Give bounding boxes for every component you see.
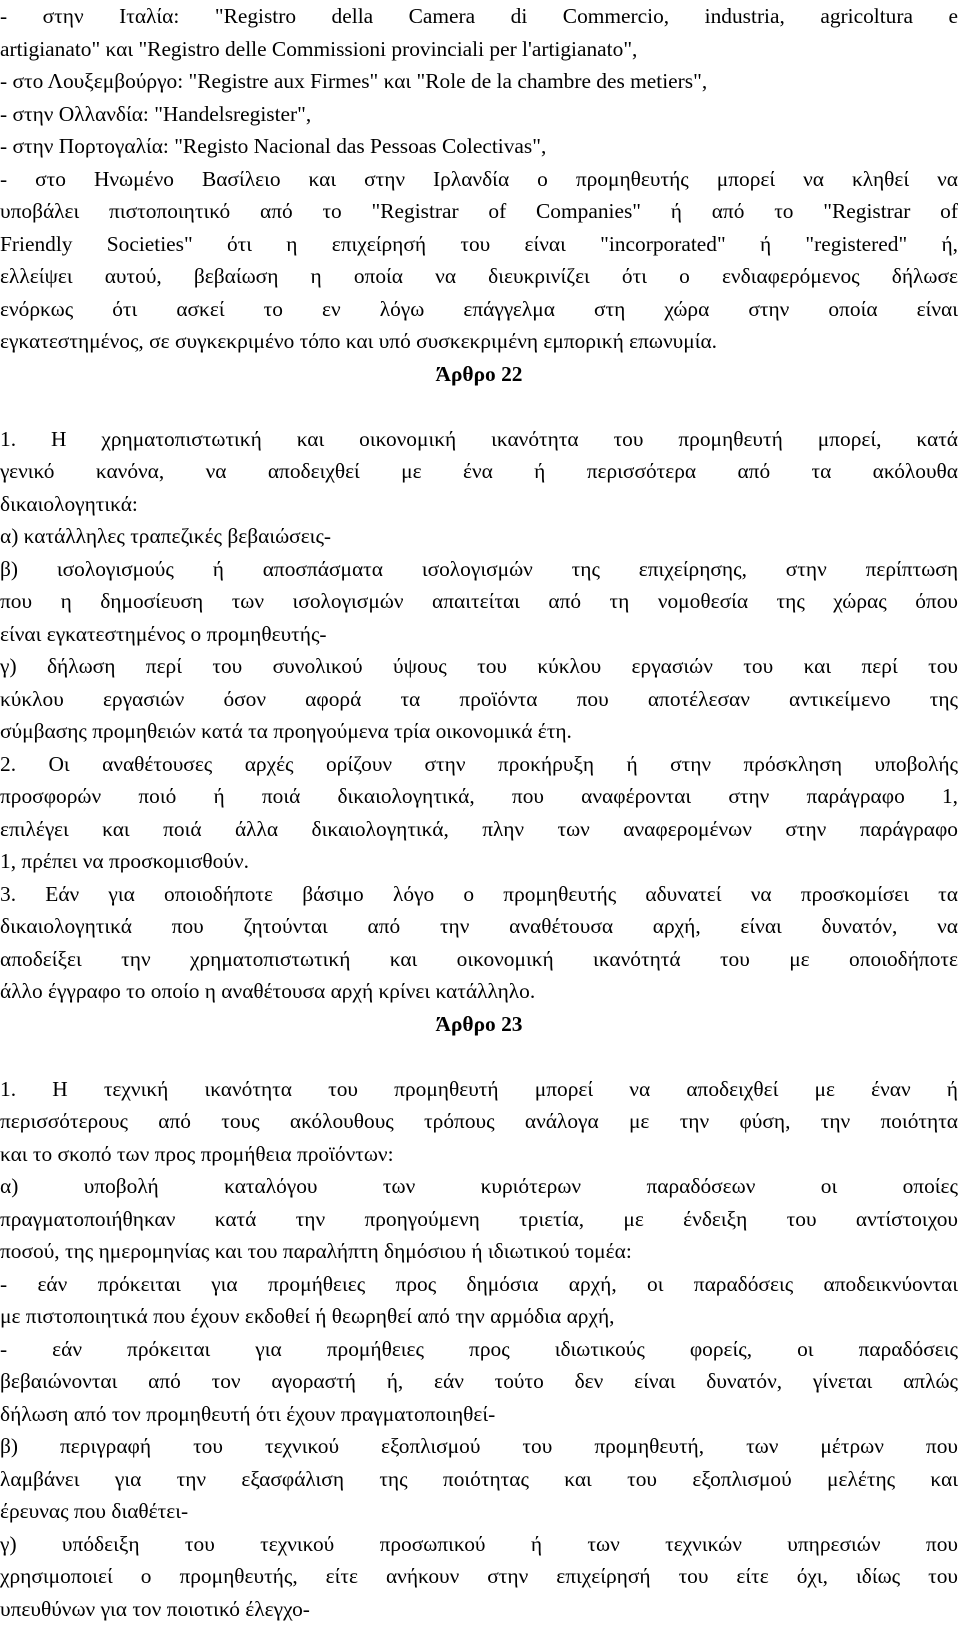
text-line: β) ισολογισμούς ή αποσπάσματα ισολογισμών της επιχείρησης, στην περίπτωση [0,556,958,581]
text-line: γ) υπόδειξη του τεχνικού προσωπικού ή των τεχνικών υπηρεσιών που [0,1531,958,1556]
text-line: βεβαιώνονται από τον αγοραστή ή, εάν τούτο δεν είναι δυνατόν, γίνεται απλώς [0,1369,958,1393]
text-line: δικαιολογητικά: [0,491,138,516]
text-line: κύκλου εργασιών όσον αφορά τα προϊόντα που αποτέλεσαν αντικείμενο της [0,686,958,711]
text-line: που η δημοσίευση των ισολογισμών απαιτείται από τη νομοθεσία της χώρας όπου [0,589,958,613]
text-line: άλλο έγγραφο το οποίο η αναθέτουσα αρχή κρίνει κατάλληλο. [0,979,536,1003]
text-line: επιλέγει και ποιά άλλα δικαιολογητικά, πλην των αναφερομένων στην παράγραφο [0,816,958,841]
text-line: - στο Λουξεμβούργο: "Registre aux Firmes" και "Role de la chambre des metiers", [0,69,708,93]
text-line: και το σκοπό των προς προμήθεια προϊόντων: [0,1141,394,1166]
text-line: ποσού, της ημερομηνίας και του παραλήπτη δημόσιου ή ιδιωτικού τομέα: [0,1239,632,1263]
text-line: προσφορών ποιό ή ποιά δικαιολογητικά, που αναφέρονται στην παράγραφο 1, [0,784,958,808]
text-line: έρευνας που διαθέτει- [0,1499,189,1523]
text-line: - στην Ιταλία: "Registro della Camera di Commercio, industria, agricoltura e [0,4,958,28]
text-line: χρησιμοποιεί ο προμηθευτής, είτε ανήκουν στην επιχείρησή του είτε όχι, ιδίως του [0,1564,958,1588]
text-line: υποβάλει πιστοποιητικό από το "Registrar of Companies" ή από το "Registrar of [0,199,958,223]
text-line: artigianato" και "Registro delle Commissioni provinciali per l'artigianato", [0,36,638,61]
text-line: ελλείψει αυτού, βεβαίωση η οποία να διευκρινίζει ότι ο ενδιαφερόμενος δήλωσε [0,264,958,288]
text-line: δήλωση από τον προμηθευτή ότι έχουν πραγματοποιηθεί- [0,1401,496,1426]
text-line: είναι εγκατεστημένος ο προμηθευτής- [0,621,327,646]
text-line: 1. Η χρηματοπιστωτική και οικονομική ικανότητα του προμηθευτή μπορεί, κατά [0,426,958,451]
text-line: λαμβάνει για την εξασφάλιση της ποιότητας και του εξοπλισμού μελέτης και [0,1466,958,1491]
text-line: με πιστοποιητικά που έχουν εκδοθεί ή θεωρηθεί από την αρμόδια αρχή, [0,1304,615,1328]
text-line: περισσότερους από τους ακόλουθους τρόπους ανάλογα με την φύση, την ποιότητα [0,1109,958,1133]
text-line: - στην Ολλανδία: "Handelsregister", [0,101,312,126]
text-line: γ) δήλωση περί του συνολικού ύψους του κύκλου εργασιών του και περί του [0,654,958,678]
text-line: - στην Πορτογαλία: "Registo Nacional das Pessoas Colectivas", [0,134,547,158]
text-line: α) κατάλληλες τραπεζικές βεβαιώσεις- [0,524,332,548]
text-line: ενόρκως ότι ασκεί το εν λόγω επάγγελμα στη χώρα στην οποία είναι [0,296,958,321]
text-line: εγκατεστημένος, σε συγκεκριμένο τόπο και υπό συσκεκριμένη εμπορική επωνυμία. [0,329,718,353]
text-line: υπευθύνων για τον ποιοτικό έλεγχο- [0,1596,310,1621]
text-line: σύμβασης προμηθειών κατά τα προηγούμενα τρία οικονομικά έτη. [0,719,572,743]
article-heading: Άρθρο 23 [435,1011,523,1036]
text-line: Friendly Societies" ότι η επιχείρησή του είναι "incorporated" ή "registered" ή, [0,231,958,256]
article-heading: Άρθρο 22 [435,361,523,386]
text-line: 1. Η τεχνική ικανότητα του προμηθευτή μπορεί να αποδειχθεί με έναν ή [0,1076,958,1101]
text-line: β) περιγραφή του τεχνικού εξοπλισμού του προμηθευτή, των μέτρων που [0,1434,958,1458]
text-line: α) υποβολή καταλόγου των κυριότερων παραδόσεων οι οποίες [0,1174,958,1198]
text-line: 3. Εάν για οποιοδήποτε βάσιμο λόγο ο προμηθευτής αδυνατεί να προσκομίσει τα [0,881,958,906]
text-line: 2. Οι αναθέτουσες αρχές ορίζουν στην προκήρυξη ή στην πρόσκληση υποβολής [0,751,958,776]
text-line: δικαιολογητικά που ζητούνται από την αναθέτουσα αρχή, είναι δυνατόν, να [0,914,958,938]
text-line: γενικό κανόνα, να αποδειχθεί με ένα ή περισσότερα από τα ακόλουθα [0,459,958,483]
text-line: - εάν πρόκειται για προμήθειες προς ιδιωτικούς φορείς, οι παραδόσεις [0,1336,958,1361]
text-line: - εάν πρόκειται για προμήθειες προς δημόσια αρχή, οι παραδόσεις αποδεικνύονται [0,1271,958,1296]
text-line: αποδείξει την χρηματοπιστωτική και οικονομική ικανότητά του με οποιοδήποτε [0,946,958,971]
text-line: πραγματοποιήθηκαν κατά την προηγούμενη τριετία, με ένδειξη του αντίστοιχου [0,1206,958,1231]
text-line: 1, πρέπει να προσκομισθούν. [0,849,249,873]
text-line: - στο Ηνωμένο Βασίλειο και στην Ιρλανδία ο προμηθευτής μπορεί να κληθεί να [0,166,958,191]
